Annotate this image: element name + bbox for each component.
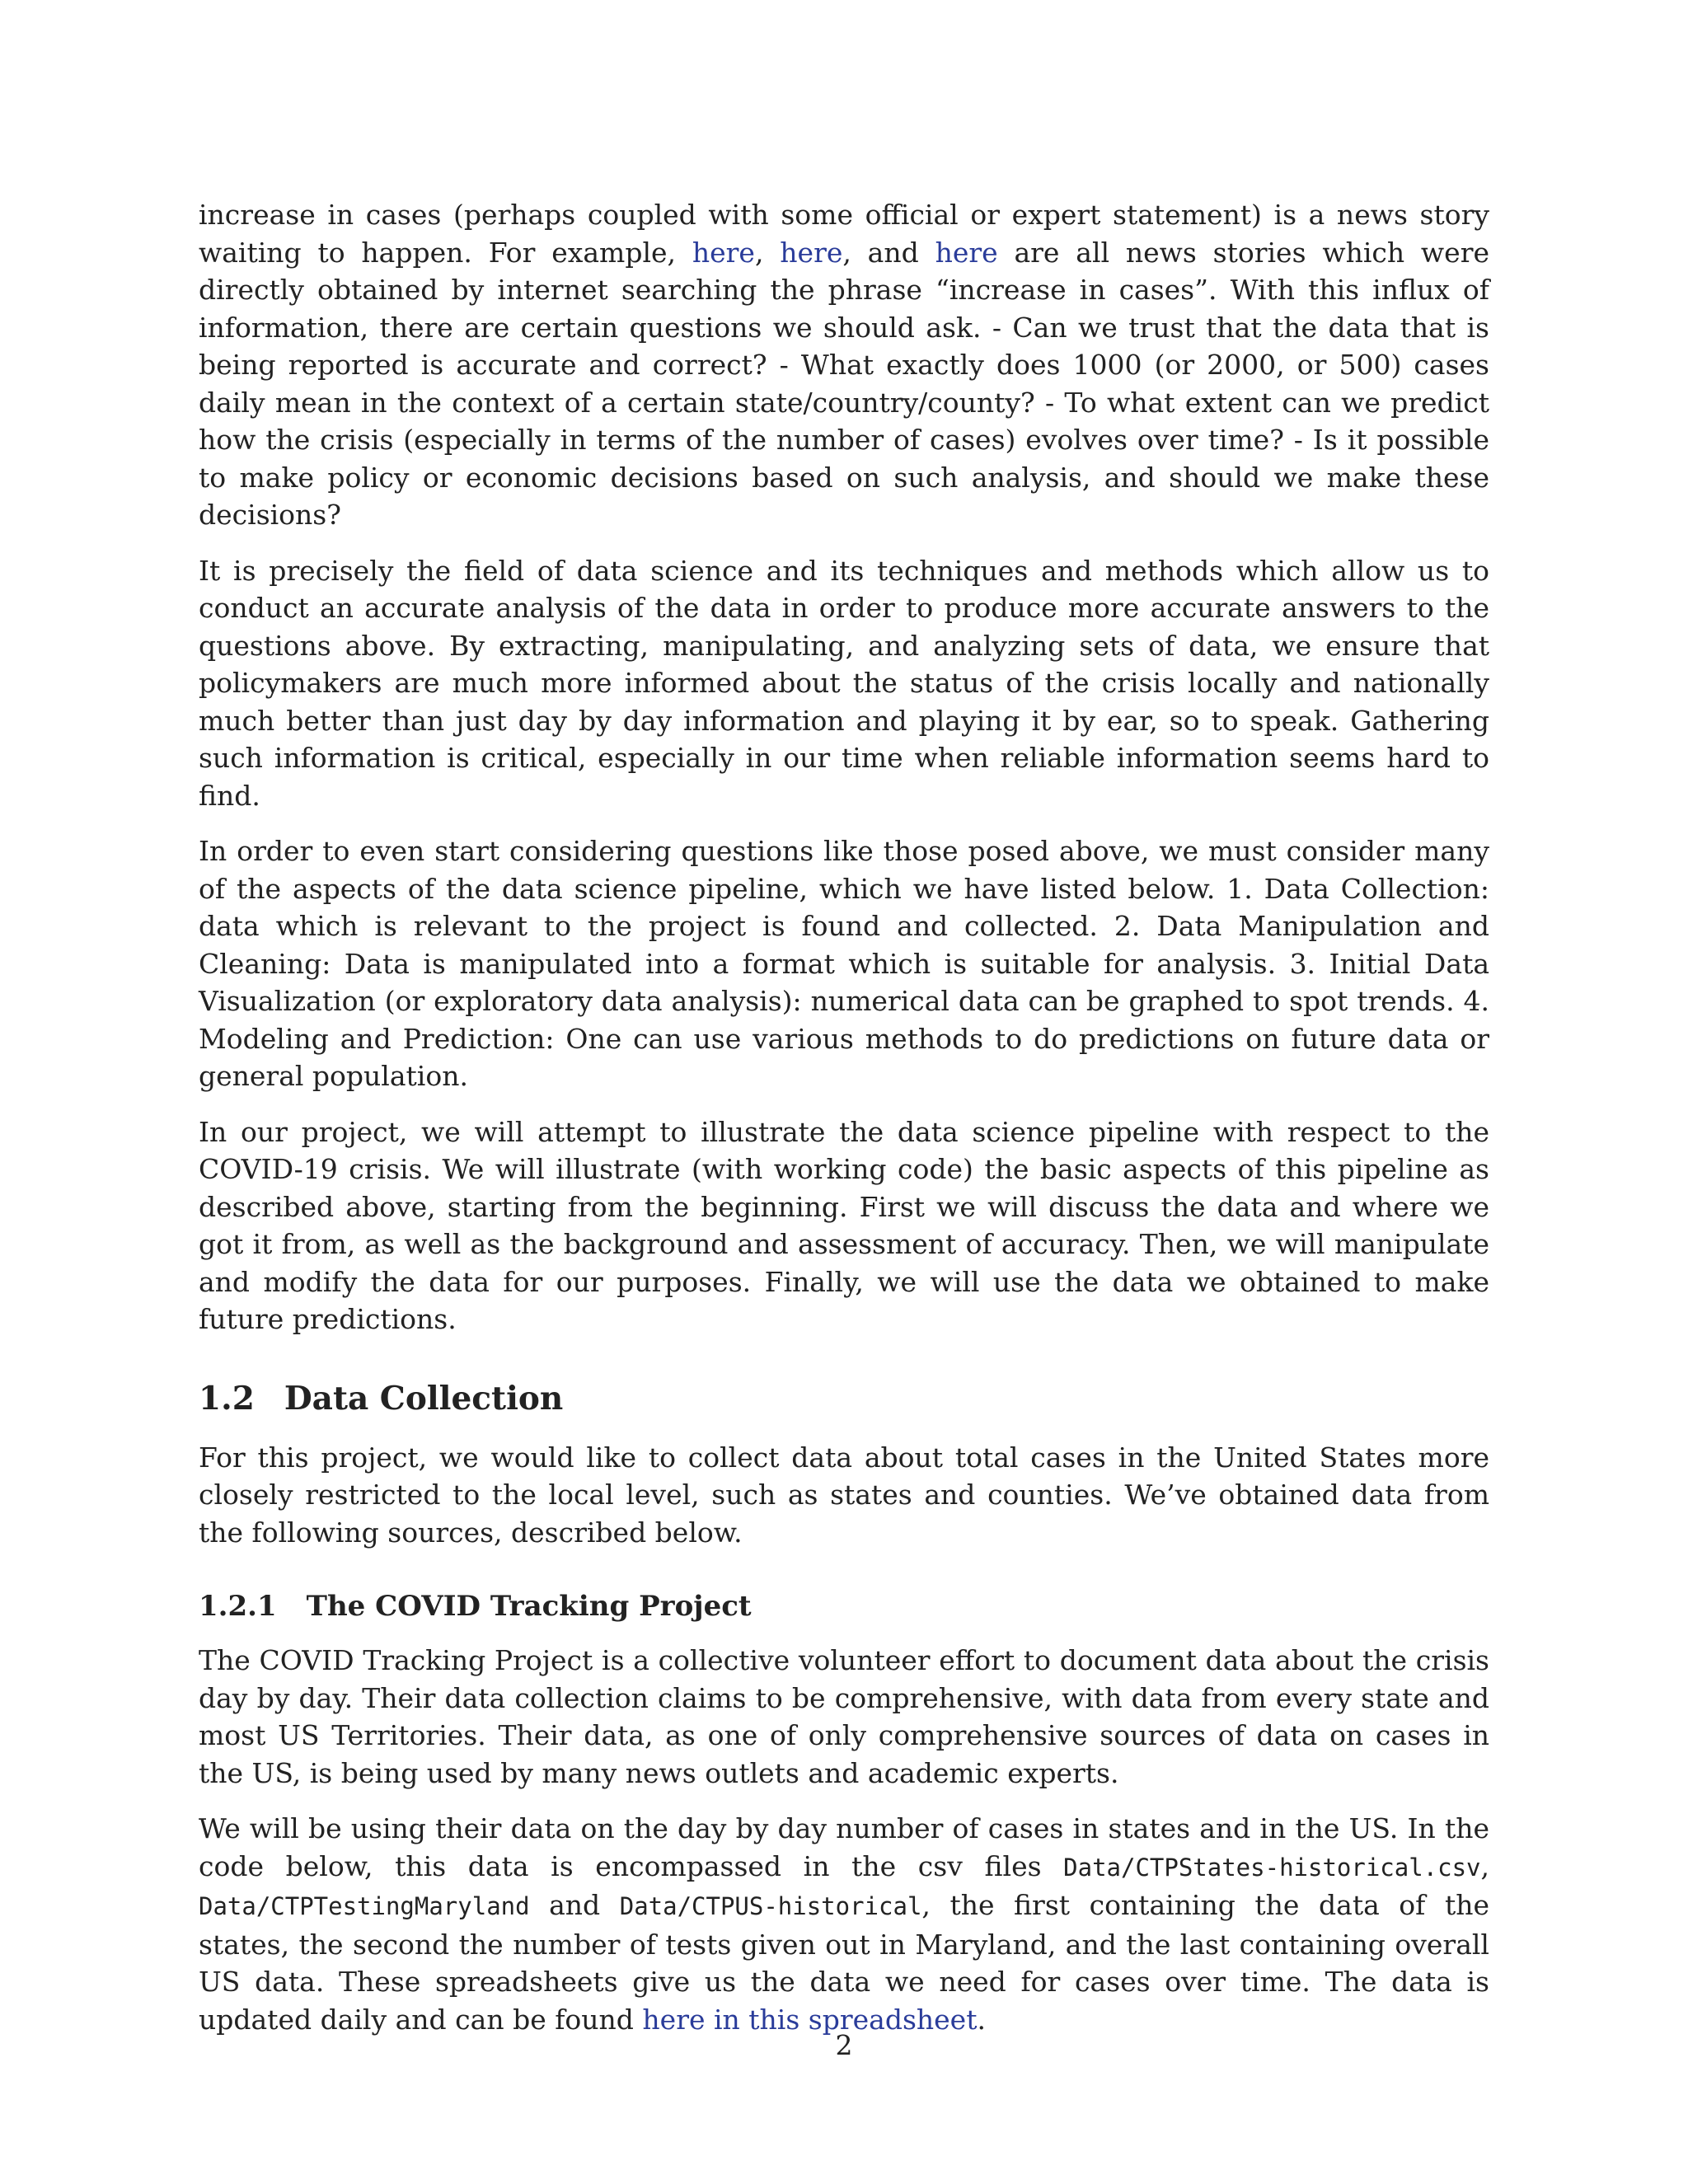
subsection-number: 1.2.1 <box>199 1590 277 1623</box>
text-run: increase in cases (perhaps coupled with some official or expert statement) is a news story waiting to happen. For example, <box>199 199 1489 269</box>
paragraph-pipeline: In order to even start considering questions like those posed above, we must consider many of the aspects of the data science pipeline, which we have listed below. 1. Data Collection: data which is relevant to the project is found and collected. 2. Data Manipulation and Cleaning: Data is manipulated into a format which is suitable for analysis. 3. Initial Data Visualization (or exploratory data analysis): numerical data can be graphed to spot trends. 4. Modeling and Prediction: One can use various methods to do predictions on future data or general population. <box>199 835 1489 1092</box>
section-number: 1.2 <box>199 1379 255 1418</box>
text-run: and <box>529 1889 620 1921</box>
section-title: Data Collection <box>284 1379 564 1418</box>
paragraph-news-stories <box>199 196 1489 534</box>
file-path-us: Data/CTPUS-historical <box>619 1892 922 1920</box>
text-run: are all news stories which were directly obtained by internet searching the phrase “increase in cases”. With this influx of information, there are certain questions we should ask. - Can we trust that the data that is being reported is accurate and correct? - What exactly does 1000 (or 2000, or 500) cases daily mean in the context of a certain state/country/county? - To what extent can we predict how the crisis (especially in terms of the number of cases) evolves over time? - Is it possible to make policy or economic decisions based on such analysis, and should we make these decisions? <box>199 236 1490 531</box>
paragraph-data-science: It is precisely the field of data science and its techniques and methods which allow us to conduct an accurate analysis of the data in order to produce more accurate answers to the questions above. By extracting, manipulating, and analyzing sets of data, we ensure that policymakers are much more informed about the status of the crisis locally and nationally much better than just day by day information and playing it by ear, so to speak. Gathering such information is critical, especially in our time when reliable information seems hard to find. <box>199 554 1489 812</box>
text-run: , <box>1480 1849 1489 1882</box>
news-link-1[interactable]: here <box>692 236 755 269</box>
document-page <box>199 196 1489 2056</box>
text-run: , and <box>842 236 935 269</box>
text-run: We will be using their data on the day by day number of cases in states and in the US. In the code below, this data is encompassed in the csv files <box>199 1812 1489 1882</box>
news-link-3[interactable]: here <box>935 236 998 269</box>
file-path-maryland: Data/CTPTestingMaryland <box>199 1892 530 1920</box>
section-heading <box>199 1378 1489 1419</box>
spreadsheet-link[interactable]: here in this spreadsheet <box>642 2003 978 2036</box>
paragraph-ctp-description: The COVID Tracking Project is a collective volunteer effort to document data about the crisis day by day. Their data collection claims to be comprehensive, with data from every state and most US Territories. Their data, as one of only comprehensive sources of data on cases in the US, is being used by many news outlets and academic experts. <box>199 1644 1489 1789</box>
text-run: . <box>977 2003 986 2036</box>
page-number: 2 <box>835 2029 853 2061</box>
file-path-states: Data/CTPStates-historical.csv <box>1063 1853 1481 1882</box>
paragraph-project-intro: In our project, we will attempt to illustrate the data science pipeline with respect to the COVID-19 crisis. We will illustrate (with working code) the basic aspects of this pipeline as described above, starting from the beginning. First we will discuss the data and where we got it from, as well as the background and assessment of accuracy. Then, we will manipulate and modify the data for our purposes. Finally, we will use the data we obtained to make future predictions. <box>199 1115 1489 1335</box>
subsection-title: The COVID Tracking Project <box>306 1590 752 1623</box>
text-run: , the first containing the data of the states, the second the number of tests given out in Maryland, and the last containing overall US data. These spreadsheets give us the data we need for cases over time. The data is updated daily and can be found <box>199 1889 1489 2036</box>
paragraph-ctp-files <box>199 1810 1489 2038</box>
news-link-2[interactable]: here <box>780 236 843 269</box>
paragraph-collection: For this project, we would like to collect data about total cases in the United States more closely restricted to the local level, such as states and counties. We’ve obtained data from the following sources, described below. <box>199 1441 1489 1549</box>
subsection-heading <box>199 1587 1489 1625</box>
text-run: , <box>754 236 781 269</box>
